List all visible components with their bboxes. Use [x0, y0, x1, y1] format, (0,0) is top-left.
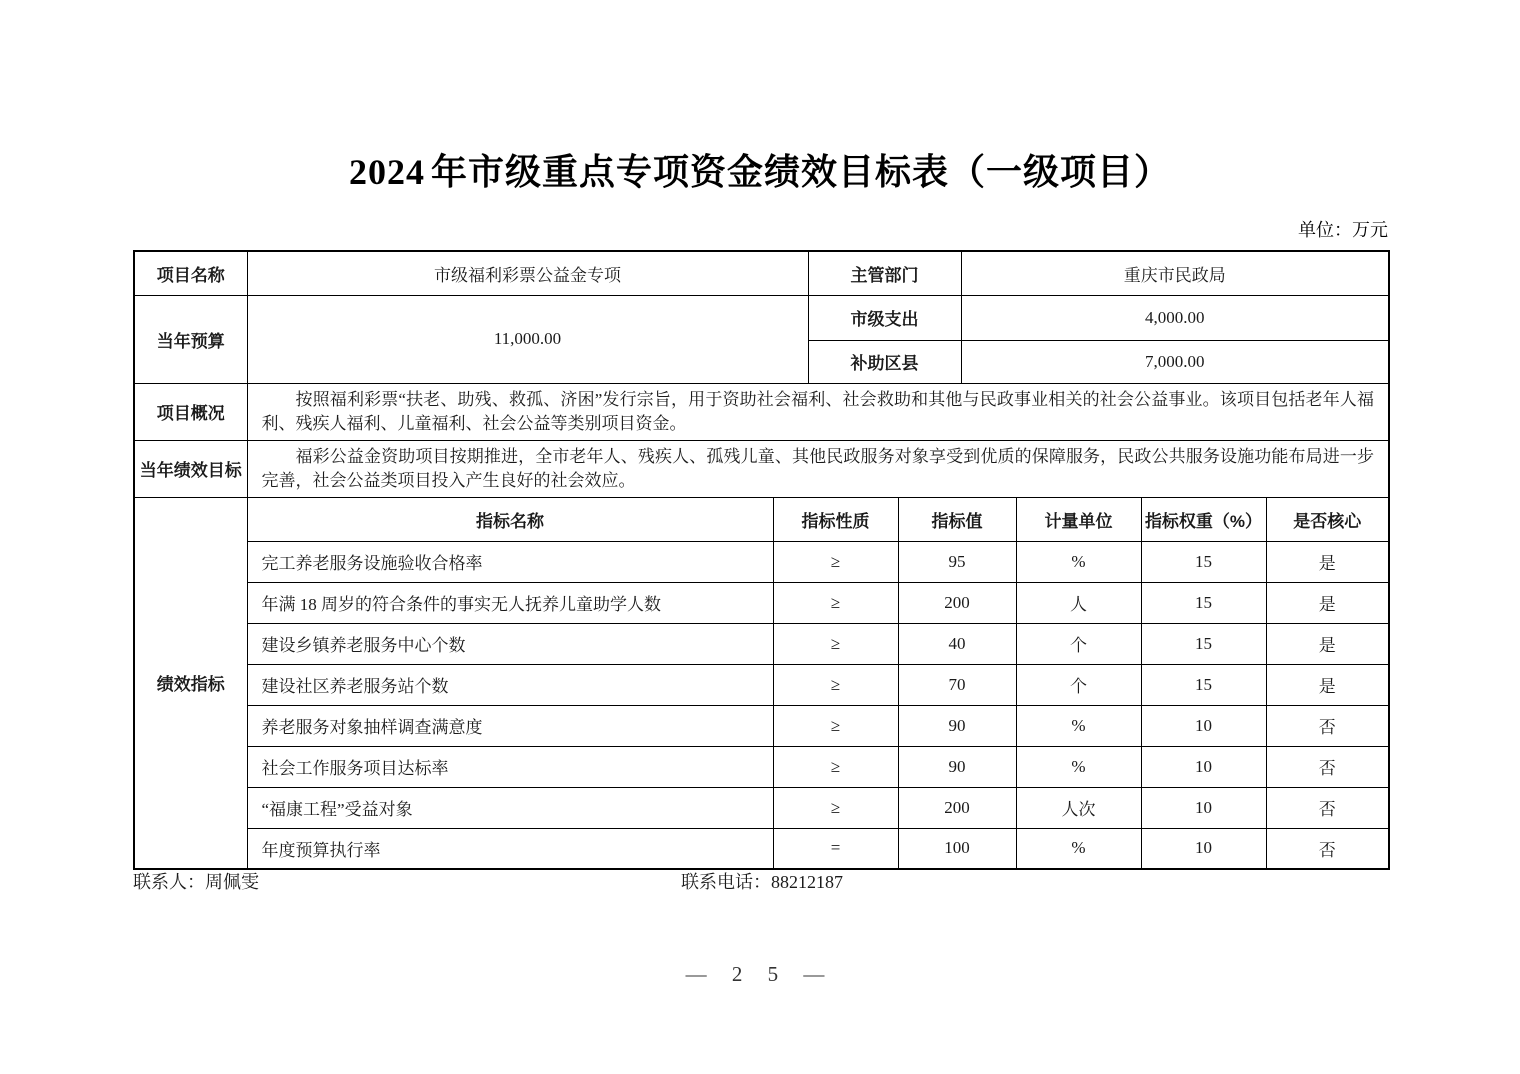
indicator-weight: 15 — [1141, 664, 1266, 705]
indicator-row — [134, 828, 1389, 869]
header-unit: 计量单位 — [1016, 497, 1141, 541]
indicator-name: 社会工作服务项目达标率 — [247, 746, 773, 787]
indicator-unit: % — [1016, 705, 1141, 746]
indicator-unit: % — [1016, 828, 1141, 869]
page-title — [0, 144, 1520, 195]
budget-label: 当年预算 — [134, 295, 247, 383]
indicator-unit: % — [1016, 746, 1141, 787]
indicator-core: 否 — [1266, 705, 1389, 746]
indicator-nature: ≥ — [773, 582, 898, 623]
indicator-core: 是 — [1266, 664, 1389, 705]
indicator-core: 是 — [1266, 582, 1389, 623]
indicator-value: 200 — [898, 787, 1016, 828]
project-name-value: 市级福利彩票公益金专项 — [247, 251, 808, 295]
indicators-section-label: 绩效指标 — [134, 497, 247, 869]
page-number: — 2 5 — — [685, 962, 835, 986]
indicator-weight: 10 — [1141, 746, 1266, 787]
indicator-core: 是 — [1266, 541, 1389, 582]
header-name: 指标名称 — [247, 497, 773, 541]
indicator-weight: 15 — [1141, 582, 1266, 623]
city-expense-value: 4,000.00 — [961, 295, 1389, 340]
indicator-weight: 10 — [1141, 787, 1266, 828]
indicator-row — [134, 582, 1389, 623]
table-row — [134, 383, 1389, 440]
indicator-weight: 10 — [1141, 828, 1266, 869]
table-row — [134, 295, 1389, 340]
indicator-core: 否 — [1266, 746, 1389, 787]
indicator-unit: 个 — [1016, 623, 1141, 664]
unit-note: 单位：万元 — [1298, 220, 1388, 240]
indicator-core: 否 — [1266, 787, 1389, 828]
indicator-value: 95 — [898, 541, 1016, 582]
indicator-nature: ≥ — [773, 787, 898, 828]
performance-target-table — [133, 250, 1390, 870]
indicator-weight: 10 — [1141, 705, 1266, 746]
indicator-name: 建设乡镇养老服务中心个数 — [247, 623, 773, 664]
indicator-nature: ≥ — [773, 664, 898, 705]
indicator-row — [134, 705, 1389, 746]
header-nature: 指标性质 — [773, 497, 898, 541]
indicator-name: 养老服务对象抽样调查满意度 — [247, 705, 773, 746]
target-label: 当年绩效目标 — [134, 440, 247, 497]
header-core: 是否核心 — [1266, 497, 1389, 541]
indicator-weight: 15 — [1141, 623, 1266, 664]
subsidy-value: 7,000.00 — [961, 340, 1389, 383]
indicator-unit: % — [1016, 541, 1141, 582]
city-expense-label: 市级支出 — [808, 295, 961, 340]
dept-label: 主管部门 — [808, 251, 961, 295]
indicator-name: “福康工程”受益对象 — [247, 787, 773, 828]
footer-contact-line — [133, 868, 1388, 894]
indicator-nature: ≥ — [773, 705, 898, 746]
indicator-core: 是 — [1266, 623, 1389, 664]
indicator-name: 完工养老服务设施验收合格率 — [247, 541, 773, 582]
overview-text: 按照福利彩票“扶老、助残、救孤、济困”发行宗旨，用于资助社会福利、社会救助和其他与民政事业相关的社会公益事业。该项目包括老年人福利、残疾人福利、儿童福利、社会公益等类别项目资金。 — [247, 383, 1389, 440]
indicator-name: 年度预算执行率 — [247, 828, 773, 869]
table-row — [134, 251, 1389, 295]
target-text: 福彩公益金资助项目按期推进，全市老年人、残疾人、孤残儿童、其他民政服务对象享受到优质的保障服务，民政公共服务设施功能布局进一步完善，社会公益类项目投入产生良好的社会效应。 — [247, 440, 1389, 497]
indicator-value: 70 — [898, 664, 1016, 705]
dept-value: 重庆市民政局 — [961, 251, 1389, 295]
indicator-value: 90 — [898, 705, 1016, 746]
indicator-nature: ≥ — [773, 623, 898, 664]
indicator-unit: 人次 — [1016, 787, 1141, 828]
budget-value: 11,000.00 — [247, 295, 808, 383]
contact-person: 联系人：周佩雯 — [133, 872, 259, 892]
indicator-nature: = — [773, 828, 898, 869]
subsidy-label: 补助区县 — [808, 340, 961, 383]
indicator-core: 否 — [1266, 828, 1389, 869]
indicator-row — [134, 623, 1389, 664]
indicator-nature: ≥ — [773, 746, 898, 787]
indicator-unit: 人 — [1016, 582, 1141, 623]
project-name-label: 项目名称 — [134, 251, 247, 295]
indicator-value: 100 — [898, 828, 1016, 869]
table-row — [134, 440, 1389, 497]
contact-phone: 联系电话：88212187 — [681, 872, 843, 892]
indicator-nature: ≥ — [773, 541, 898, 582]
indicator-unit: 个 — [1016, 664, 1141, 705]
indicator-header-row — [134, 497, 1389, 541]
indicator-value: 40 — [898, 623, 1016, 664]
indicator-name: 建设社区养老服务站个数 — [247, 664, 773, 705]
indicator-row — [134, 787, 1389, 828]
overview-label: 项目概况 — [134, 383, 247, 440]
indicator-row — [134, 664, 1389, 705]
indicator-weight: 15 — [1141, 541, 1266, 582]
indicator-row — [134, 541, 1389, 582]
indicator-value: 200 — [898, 582, 1016, 623]
header-value: 指标值 — [898, 497, 1016, 541]
title-text: 年市级重点专项资金绩效目标表（一级项目） — [430, 151, 1171, 192]
title-year: 2024 — [348, 152, 425, 192]
indicator-row — [134, 746, 1389, 787]
indicator-name: 年满 18 周岁的符合条件的事实无人抚养儿童助学人数 — [247, 582, 773, 623]
header-weight: 指标权重（%） — [1141, 497, 1266, 541]
indicator-value: 90 — [898, 746, 1016, 787]
